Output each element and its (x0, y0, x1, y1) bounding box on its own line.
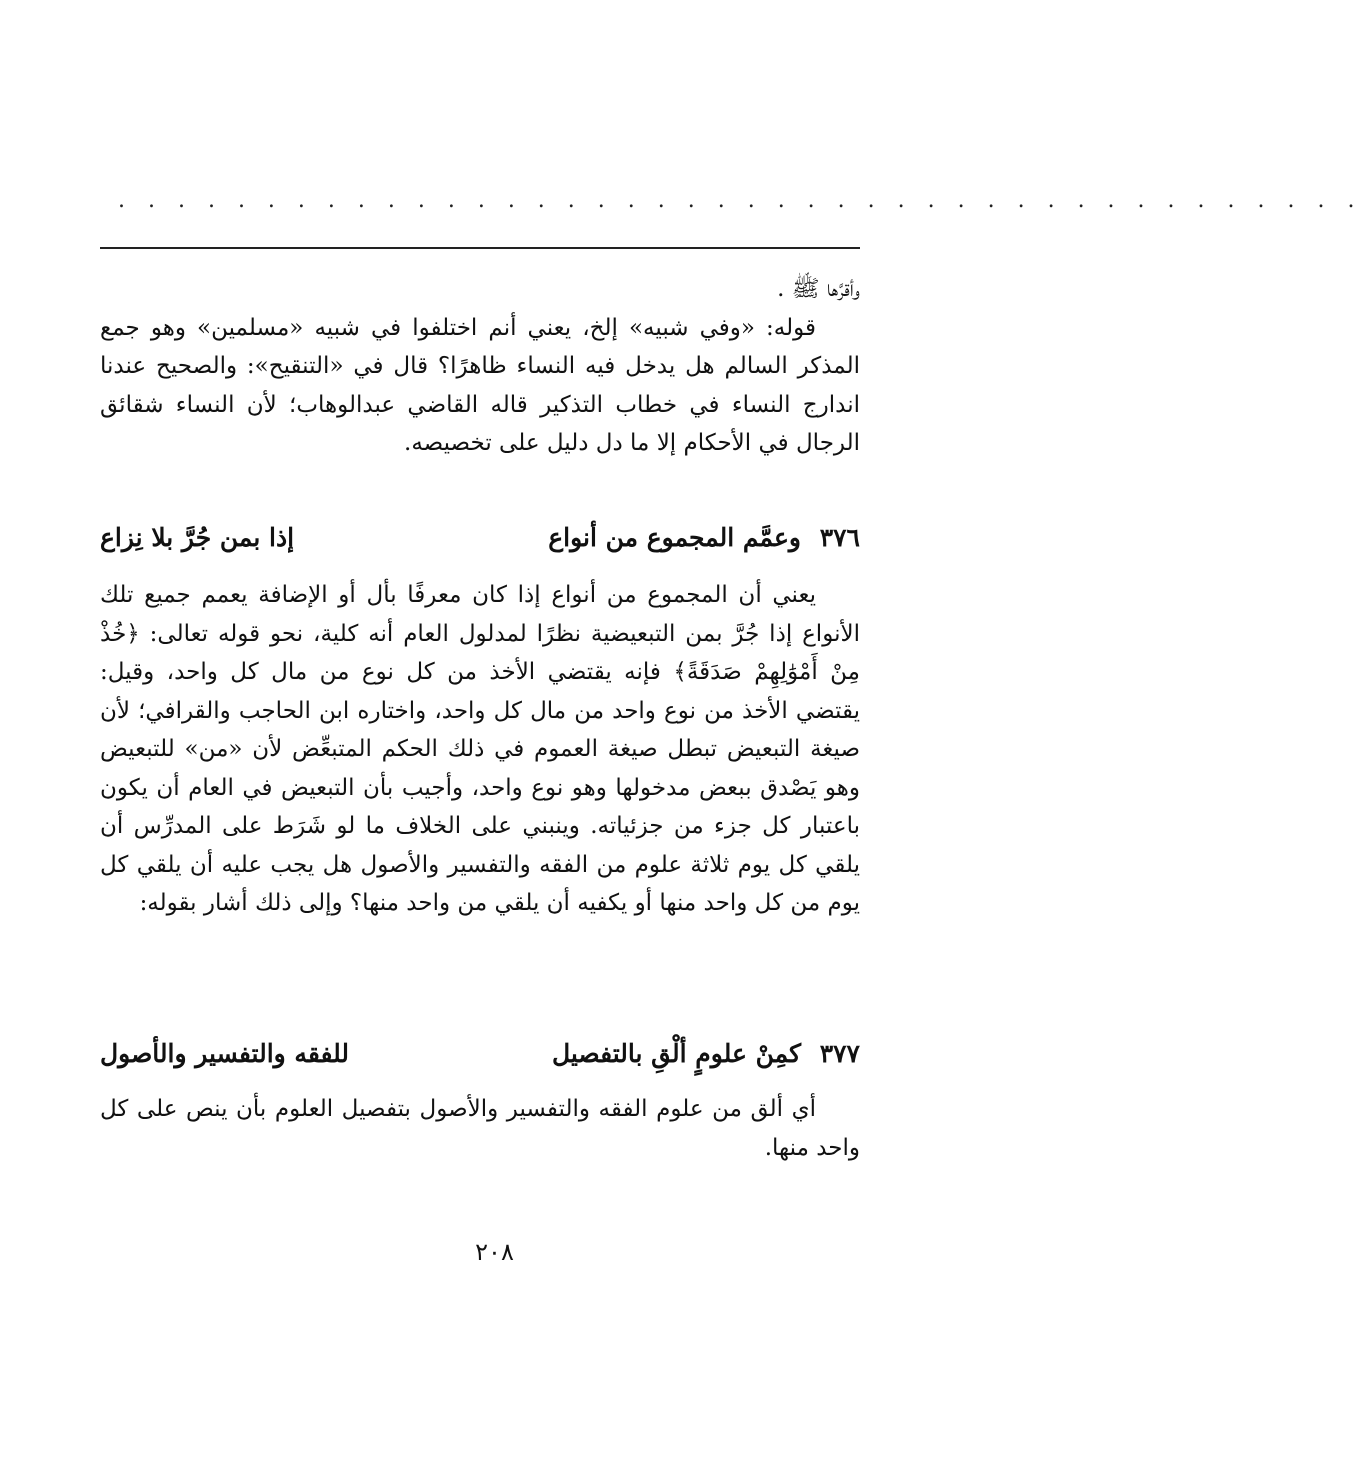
verse-377-second-hemistich: للفقه والتفسير والأصول (100, 1039, 350, 1068)
top-text-block (100, 270, 860, 463)
verse-376-first-hemistich (548, 518, 860, 558)
verse-377-first-text: كمِنْ علومٍ ألْقِ بالتفصيل (551, 1039, 801, 1068)
commentary-376: يعني أن المجموع من أنواع إذا كان معرفًا بأل أو الإضافة يعمم جميع تلك الأنواع إذا جُرَّ بمن التبعيضية نظرًا لمدلول العام أنه كلية، نحو قوله تعالى: ﴿خُذْ مِنْ أَمْوَٰلِهِمْ صَدَقَةً﴾ فإنه يقتضي الأخذ من كل نوع من مال كل واحد، وقيل: يقتضي الأخذ من نوع واحد من مال كل واحد، واختاره ابن الحاجب والقرافي؛ لأن صيغة التبعيض تبطل صيغة العموم في ذلك الحكم المتبعِّض لأن «من» للتبعيض وهو يَصْدق ببعض مدخولها وهو نوع واحد، وأجيب بأن التبعيض في العام أن يكون باعتبار كل جزء من جزئياته. وينبني على الخلاف ما لو شَرَط على المدرِّس أن يلقي كل يوم ثلاثة علوم من الفقه والتفسير والأصول هل يجب عليه أن يلقي كل يوم من كل واحد منها أو يكفيه أن يلقي من واحد منها؟ وإلى ذلك أشار بقوله: (100, 582, 860, 916)
paragraph-continuation: وأقرَّها ﷺ . (777, 276, 860, 302)
verse-376-number: ٣٧٦ (819, 523, 860, 552)
commentary-377: أي ألق من علوم الفقه والتفسير والأصول بتفصيل العلوم بأن ينص على كل واحد منها. (100, 1096, 860, 1161)
verse-376-first-text: وعمَّم المجموع من أنواع (548, 523, 801, 552)
verse-377 (100, 1034, 860, 1074)
verse-376 (100, 518, 860, 558)
page-number: ٢٠٨ (475, 1238, 514, 1266)
verse-377-first-hemistich (552, 1034, 860, 1074)
horizontal-rule (100, 247, 860, 249)
verse-376-second-hemistich: إذا بمن جُرَّ بلا نِزاع (100, 523, 295, 552)
dotted-separator: . . . . . . . . . . . . . . . . . . . . . . . . . . . . . . . . . . . . . . . . . . (118, 188, 1362, 213)
paragraph-commentary-1: قوله: «وفي شبيه» إلخ، يعني أنم اختلفوا في شبيه «مسلمين» وهو جمع المذكر السالم هل يدخل فيه النساء ظاهرًا؟ قال في «التنقيح»: والصحيح عندنا اندارج النساء في خطاب التذكير قاله القاضي عبدالوهاب؛ لأن النساء شقائق الرجال في الأحكام إلا ما دل دليل على تخصيصه. (100, 314, 860, 456)
verse-377-number: ٣٧٧ (819, 1039, 860, 1068)
